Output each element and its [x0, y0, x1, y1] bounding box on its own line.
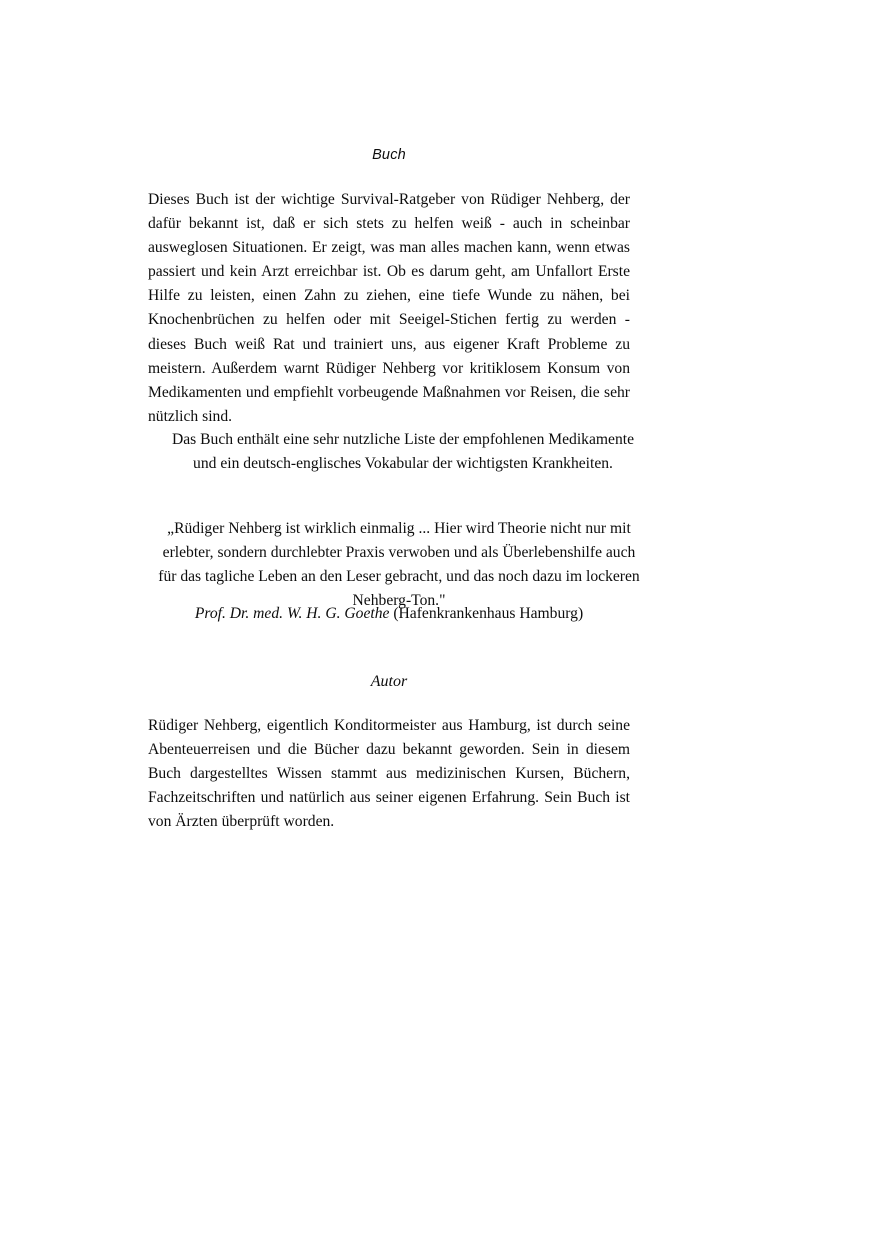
review-attribution-affiliation: (Hafenkrankenhaus Hamburg)	[389, 605, 584, 622]
review-quote: „Rüdiger Nehberg ist wirklich einmalig ... Hier wird Theorie nicht nur mit erlebter, sondern durchlebter Praxis verwoben und als Überlebenshilfe auch für das tagliche Leben an den Leser gebracht, und das noch dazu im lockeren Nehberg-Ton."	[158, 520, 640, 610]
review-attribution-name: Prof. Dr. med. W. H. G. Goethe	[194, 605, 390, 622]
book-contents-note: Das Buch enthält eine sehr nutzliche Liste der empfohlenen Medikamente und ein deutsch-englisches Vokabular der wichtigsten Krankheiten.	[171, 431, 635, 473]
section-heading-buch: Buch	[372, 147, 406, 163]
review-attribution	[148, 602, 630, 626]
author-description-paragraph: Rüdiger Nehberg, eigentlich Konditormeister aus Hamburg, ist durch seine Abenteuerreisen und die Bücher dazu bekannt geworden. Sein in diesem Buch dargestelltes Wissen stammt aus medizinischen Kursen, Büchern, Fachzeitschriften und natürlich aus seiner eigenen Erfahrung. Sein Buch ist von Ärzten überprüft worden.	[148, 717, 630, 831]
book-description-paragraph: Dieses Buch ist der wichtige Survival-Ratgeber von Rüdiger Nehberg, der dafür bekannt ist, daß er sich stets zu helfen weiß - auch in scheinbar ausweglosen Situationen. Er zeigt, was man alles machen kann, wenn etwas passiert und kein Arzt erreichbar ist. Ob es darum geht, am Unfallort Erste Hilfe zu leisten, einen Zahn zu ziehen, eine tiefe Wunde zu nähen, bei Knochenbrüchen zu helfen oder mit Seeigel-Stichen fertig zu werden - dieses Buch weiß Rat und trainiert uns, aus eigener Kraft Probleme zu meistern. Außerdem warnt Rüdiger Nehberg vor kritiklosem Konsum von Medikamenten und empfiehlt vorbeugende Maßnahmen vor Reisen, die sehr nützlich sind.	[148, 191, 630, 425]
section-heading-autor: Autor	[370, 673, 408, 690]
